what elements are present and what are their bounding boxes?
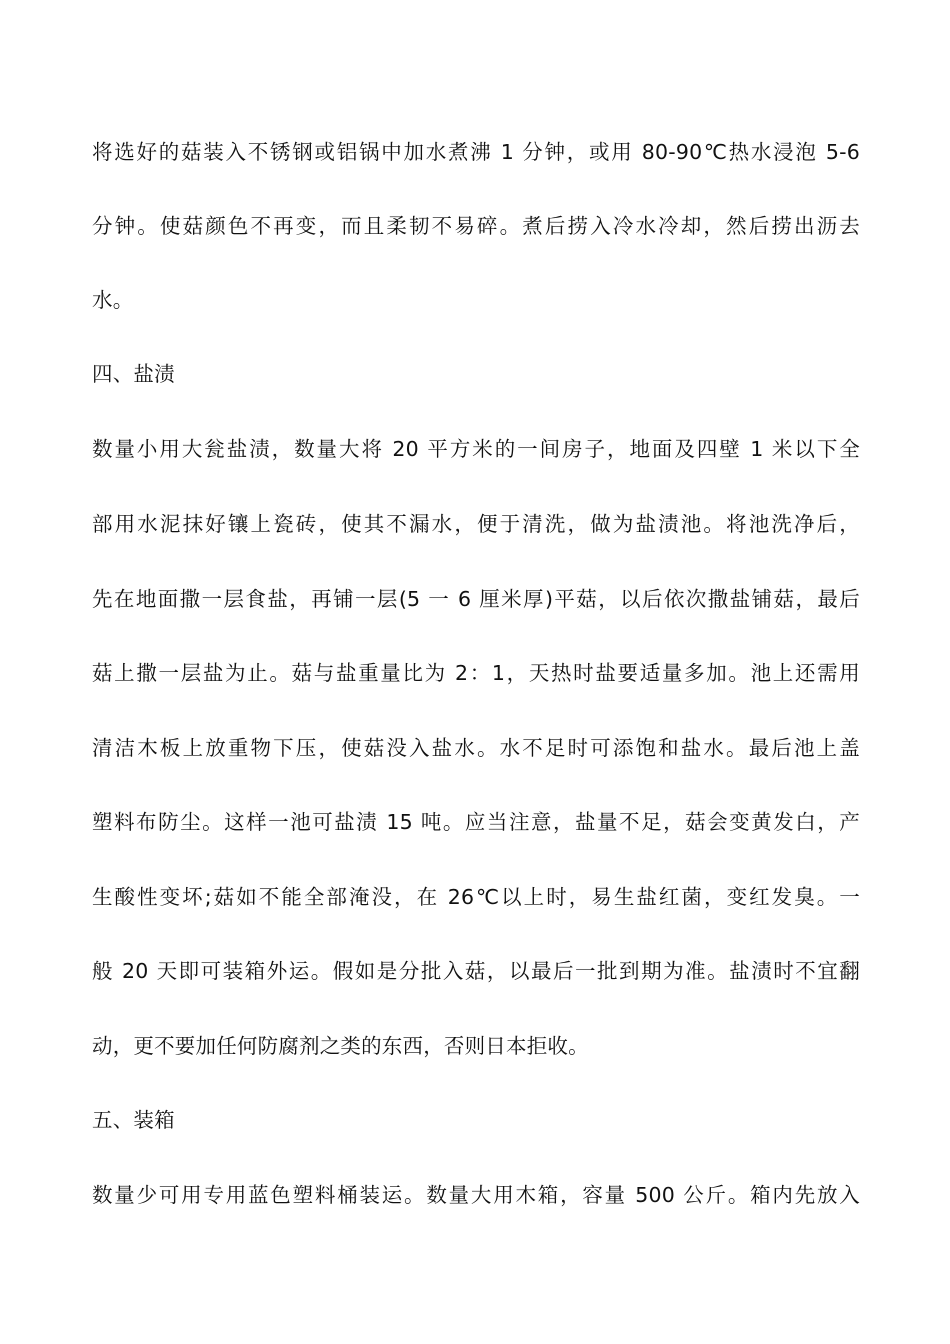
text-line-7: 先在地面撒一层食盐，再铺一层(5 一 6 厘米厚)平菇，以后依次撒盐铺菇，最后 <box>92 587 860 611</box>
text-line-6: 部用水泥抹好镶上瓷砖，使其不漏水，便于清洗，做为盐渍池。将池洗净后， <box>92 512 860 536</box>
text-line-13: 动，更不要加任何防腐剂之类的东西，否则日本拒收。 <box>92 1034 589 1058</box>
text-line-9: 清洁木板上放重物下压，使菇没入盐水。水不足时可添饱和盐水。最后池上盖 <box>92 736 860 760</box>
text-line-1: 将选好的菇装入不锈钢或铝锅中加水煮沸 1 分钟，或用 80-90℃热水浸泡 5-6 <box>92 140 860 164</box>
text-line-10: 塑料布防尘。这样一池可盐渍 15 吨。应当注意，盐量不足，菇会变黄发白，产 <box>92 810 860 834</box>
text-line-8: 菇上撒一层盐为止。菇与盐重量比为 2：1，天热时盐要适量多加。池上还需用 <box>92 661 860 685</box>
text-line-2: 分钟。使菇颜色不再变，而且柔韧不易碎。煮后捞入冷水冷却，然后捞出沥去 <box>92 214 860 238</box>
text-line-11: 生酸性变坏;菇如不能全部淹没，在 26℃以上时，易生盐红菌，变红发臭。一 <box>92 885 860 909</box>
text-line-15: 数量少可用专用蓝色塑料桶装运。数量大用木箱，容量 500 公斤。箱内先放入 <box>92 1183 860 1207</box>
section-heading-packing: 五、装箱 <box>92 1108 175 1132</box>
text-line-3: 水。 <box>92 288 134 312</box>
text-line-12: 般 20 天即可装箱外运。假如是分批入菇，以最后一批到期为准。盐渍时不宜翻 <box>92 959 860 983</box>
text-line-5: 数量小用大瓮盐渍，数量大将 20 平方米的一间房子，地面及四壁 1 米以下全 <box>92 437 860 461</box>
section-heading-salting: 四、盐渍 <box>92 362 175 386</box>
